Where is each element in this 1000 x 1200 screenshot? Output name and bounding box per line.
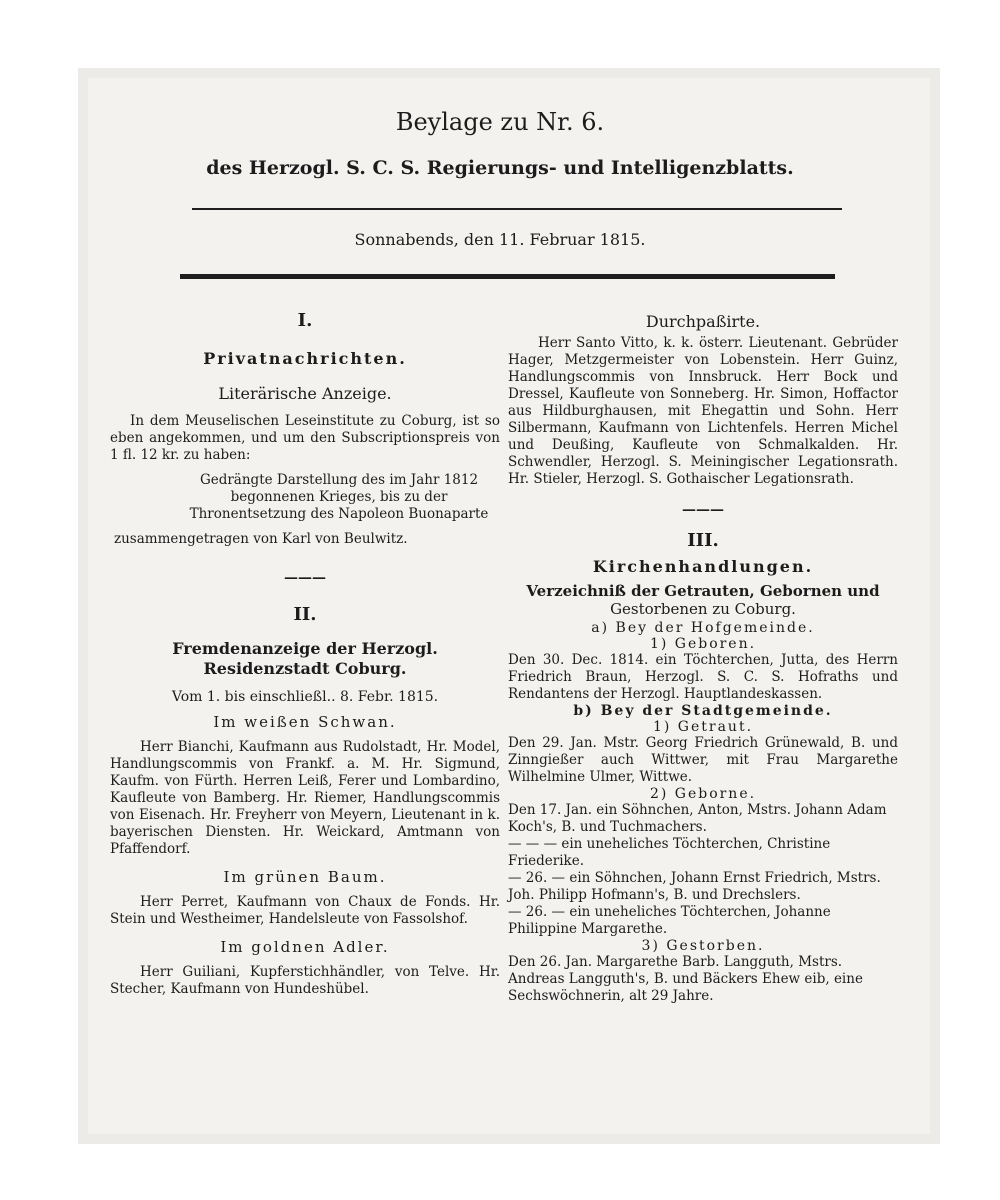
register-entry: Den 17. Jan. ein Söhnchen, Anton, Mstrs. Johann Adam Koch's, B. und Tuchmachers. — [508, 802, 887, 835]
category-title: 2) Geborne. — [649, 786, 757, 802]
book-author-line: zusammengetragen von Karl von Beulwitz. — [114, 531, 408, 547]
header-rule-top — [192, 208, 842, 210]
right-column — [508, 312, 898, 1005]
section-subtitle: Gestorbenen zu Coburg. — [610, 600, 796, 618]
section-divider: ——— — [284, 570, 326, 586]
parish-title: b) Bey der Stadtgemeinde. — [573, 703, 833, 719]
inn-title: Im goldnen Adler. — [220, 938, 390, 956]
date-range: Vom 1. bis einschließl.. 8. Febr. 1815. — [171, 689, 439, 705]
register-entry: — 26. — ein uneheliches Töchterchen, Johanne Philippine Margarethe. — [508, 904, 831, 937]
book-title: Gedrängte Darstellung des im Jahr 1812 begonnenen Krieges, bis zu der Thronentsetzung des Napoleon Buonaparte — [189, 472, 489, 522]
parish-title: a) Bey der Hofgemeinde. — [591, 620, 815, 636]
section-number: III. — [687, 530, 719, 551]
register-entry: — — — ein uneheliches Töchterchen, Christine Friederike. — [508, 836, 831, 869]
register-entry: Den 30. Dec. 1814. ein Töchterchen, Jutta, des Herrn Friedrich Braun, Herzogl. S. C. S. Hofraths und Rendantens der Herzogl. Hauptlandeskassen. — [508, 652, 898, 702]
section-subtitle: Verzeichniß der Getrauten, Gebornen und — [526, 582, 880, 600]
inn-guests: Herr Guiliani, Kupferstichhändler, von Telve. Hr. Stecher, Kaufmann von Hundeshübel. — [110, 964, 500, 997]
header-rule-bottom — [180, 274, 835, 279]
inn-title: Im grünen Baum. — [223, 868, 387, 886]
category-title: 3) Gestorben. — [641, 938, 765, 954]
register-entry: Den 29. Jan. Mstr. Georg Friedrich Grünewald, B. und Zinngießer auch Wittwer, mit Frau Margarethe Wilhelmine Ulmer, Wittwe. — [508, 735, 898, 785]
inn-guests: Herr Perret, Kaufmann von Chaux de Fonds. Hr. Stein und Westheimer, Handelsleute von Fassolshof. — [110, 894, 500, 927]
issue-date: Sonnabends, den 11. Februar 1815. — [354, 230, 646, 249]
section-number: I. — [297, 310, 313, 331]
page-title: Beylage zu Nr. 6. — [395, 108, 605, 136]
left-column — [110, 310, 500, 998]
section-title: Kirchenhandlungen. — [592, 557, 814, 576]
page-subtitle: des Herzogl. S. C. S. Regierungs- und Intelligenzblatts. — [206, 157, 794, 179]
section-subtitle: Literärische Anzeige. — [218, 384, 392, 403]
announcement-paragraph: In dem Meuselischen Leseinstitute zu Coburg, ist so eben angekommen, und um den Subscriptionspreis von 1 fl. 12 kr. zu haben: — [110, 413, 500, 463]
travellers-list: Herr Santo Vitto, k. k. österr. Lieutenant. Gebrüder Hager, Metzgermeister von Lobenstein. Herr Guinz, Handlungscommis von Innsbruck. Herr Bock und Dressel, Kaufleute von Sonneberg. Hr. Simon, Hoffactor aus Hildburghausen, mit Ehegattin und Sohn. Herr Silbermann, Kaufmann von Lichtenfels. Herren Michel und Deußing, Kaufleute von Schmalkalden. Hr. Schwendler, Herzogl. S. Meiningischer Legationsrath. Hr. Stieler, Herzogl. S. Gothaischer Legationsrath. — [508, 335, 898, 487]
section-divider: ——— — [682, 502, 724, 518]
register-entry: — 26. — ein Söhnchen, Johann Ernst Friedrich, Mstrs. Joh. Philipp Hofmann's, B. und Drechslers. — [508, 870, 881, 903]
section-number: II. — [293, 604, 317, 625]
inn-guests: Herr Bianchi, Kaufmann aus Rudolstadt, Hr. Model, Handlungscommis von Frankf. a. M. Hr. Sigmund, Kaufm. von Fürth. Herren Leiß, Ferer und Lombardino, Kaufleute von Bamberg. Hr. Riemer, Handlungscommis von Eisenach. Hr. Freyherr von Meyern, Lieutenant in k. bayerischen Diensten. Hr. Weickard, Amtmann von Pfaffendorf. — [110, 739, 500, 857]
section-subtitle: Durchpaßirte. — [645, 312, 761, 331]
section-title: Privatnachrichten. — [203, 349, 407, 368]
inn-title: Im weißen Schwan. — [213, 713, 397, 731]
register-entry: Den 26. Jan. Margarethe Barb. Langguth, Mstrs. Andreas Langguth's, B. und Bäckers Ehew eib, eine Sechswöchnerin, alt 29 Jahre. — [508, 954, 863, 1004]
section-title: Fremdenanzeige der Herzogl. Residenzstadt Coburg. — [172, 639, 438, 678]
category-title: 1) Geboren. — [649, 636, 757, 652]
category-title: 1) Getraut. — [652, 719, 754, 735]
